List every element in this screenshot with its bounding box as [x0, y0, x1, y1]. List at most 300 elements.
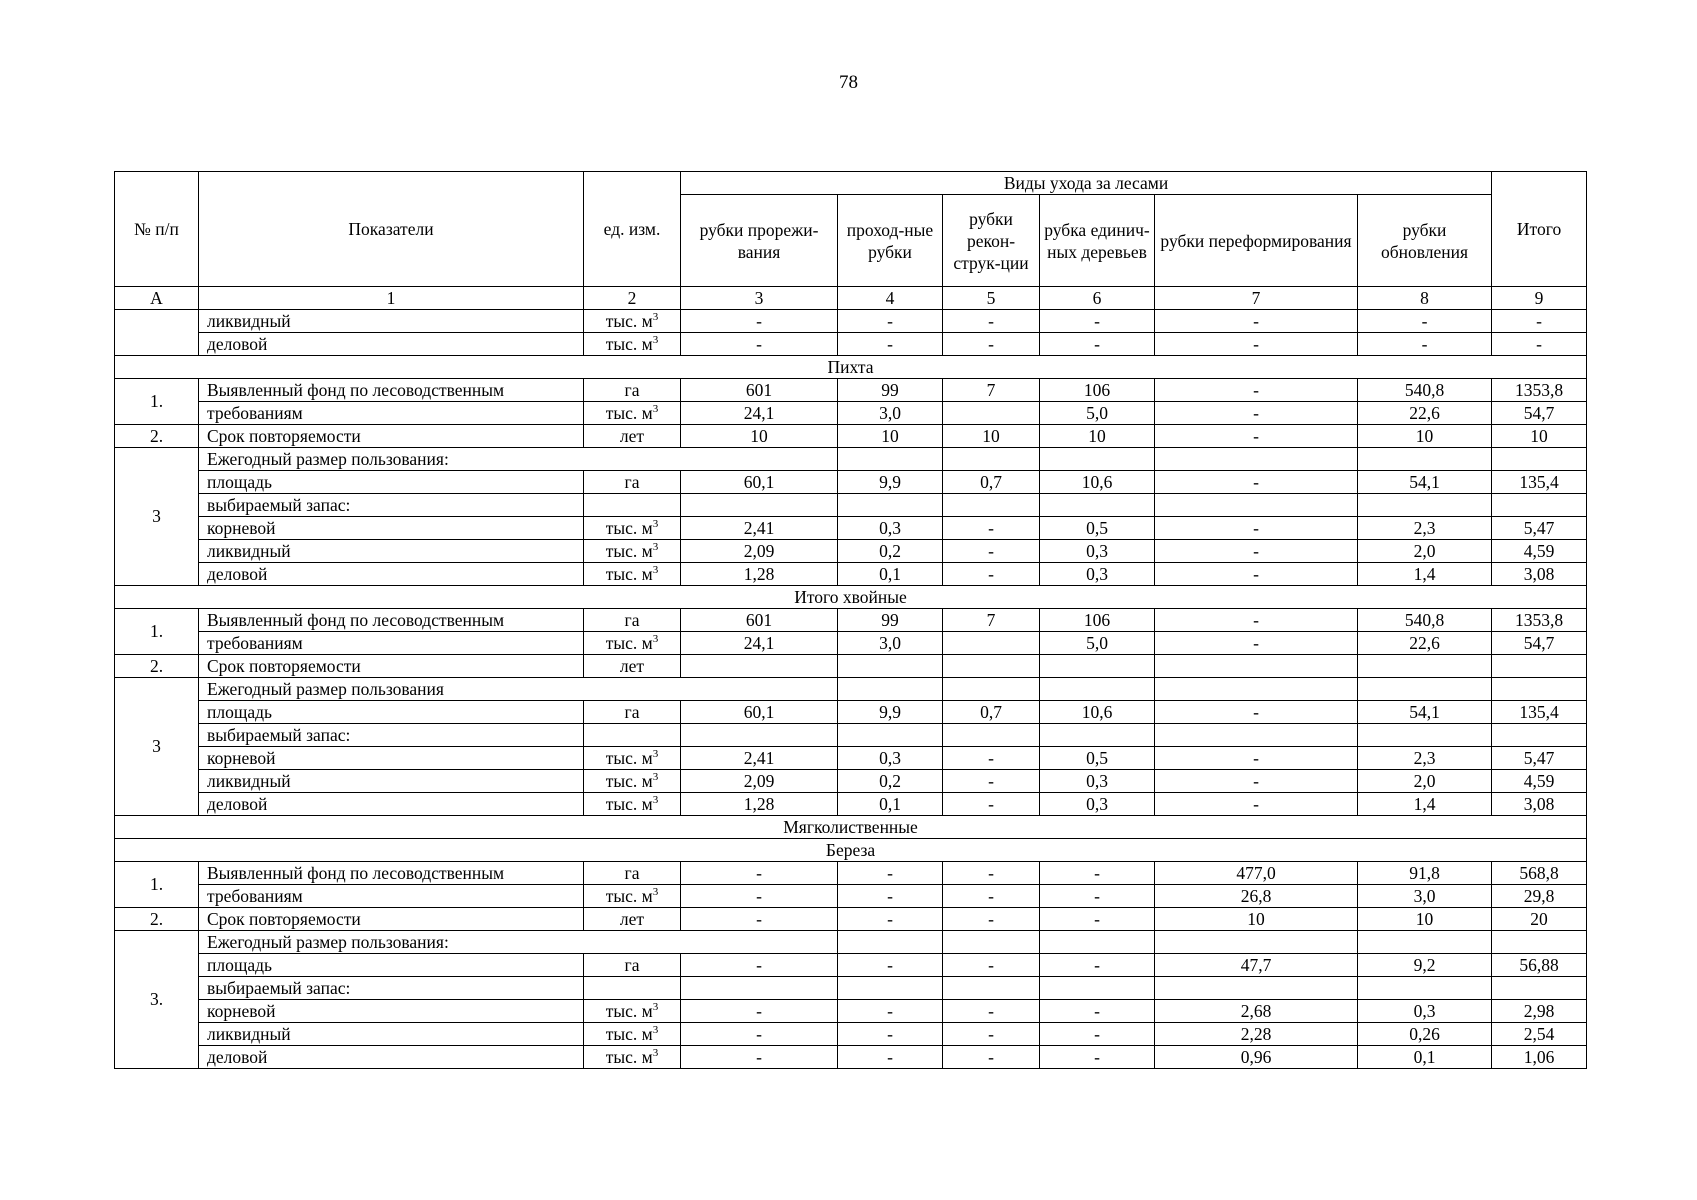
- indicator-label: деловой: [199, 333, 584, 356]
- unit-exponent: 3: [652, 1000, 659, 1013]
- value-cell: 10,6: [1040, 701, 1155, 724]
- row-number: 1.: [115, 609, 199, 655]
- indicator-label: деловой: [199, 1046, 584, 1069]
- value-cell: -: [1155, 747, 1358, 770]
- index-cell: 5: [943, 287, 1040, 310]
- value-cell: 0,2: [838, 770, 943, 793]
- header-number: № п/п: [115, 172, 199, 287]
- table-row: [115, 379, 1587, 402]
- table-row: [115, 724, 1587, 747]
- value-cell: 601: [681, 379, 838, 402]
- value-cell: 99: [838, 609, 943, 632]
- value-cell: [838, 448, 943, 471]
- value-cell: -: [1155, 701, 1358, 724]
- value-cell: 22,6: [1358, 632, 1492, 655]
- index-cell: А: [115, 287, 199, 310]
- unit-text: тыс. м: [605, 402, 653, 423]
- value-cell: 0,3: [1358, 1000, 1492, 1023]
- value-cell: [1358, 724, 1492, 747]
- table-row: [115, 839, 1587, 862]
- indicator-label: Срок повторяемости: [199, 655, 584, 678]
- row-number: 3: [115, 678, 199, 816]
- value-cell: 7: [943, 609, 1040, 632]
- value-cell: [1040, 724, 1155, 747]
- value-cell: [1492, 448, 1587, 471]
- value-cell: 5,0: [1040, 402, 1155, 425]
- indicator-label: корневой: [199, 1000, 584, 1023]
- unit-cell: [584, 1046, 681, 1069]
- value-cell: 4,59: [1492, 540, 1587, 563]
- value-cell: 1,28: [681, 793, 838, 816]
- value-cell: -: [1155, 310, 1358, 333]
- value-cell: 54,1: [1358, 471, 1492, 494]
- unit-cell: га: [584, 471, 681, 494]
- value-cell: 1,06: [1492, 1046, 1587, 1069]
- unit-text: тыс. м: [605, 1023, 653, 1044]
- value-cell: -: [681, 1023, 838, 1046]
- unit-cell: [584, 885, 681, 908]
- indicator-label: площадь: [199, 471, 584, 494]
- table-row: [115, 793, 1587, 816]
- value-cell: 20: [1492, 908, 1587, 931]
- value-cell: [943, 632, 1040, 655]
- value-cell: -: [1040, 1046, 1155, 1069]
- table-row: [115, 678, 1587, 701]
- unit-exponent: 3: [652, 793, 659, 806]
- unit-text: тыс. м: [605, 333, 653, 354]
- value-cell: 0,3: [838, 517, 943, 540]
- value-cell: [681, 494, 838, 517]
- value-cell: 2,0: [1358, 540, 1492, 563]
- value-cell: -: [838, 333, 943, 356]
- value-cell: [943, 724, 1040, 747]
- value-cell: -: [1040, 954, 1155, 977]
- value-cell: -: [681, 908, 838, 931]
- value-cell: [1492, 977, 1587, 1000]
- unit-cell: лет: [584, 908, 681, 931]
- value-cell: [838, 655, 943, 678]
- value-cell: -: [681, 310, 838, 333]
- value-cell: 0,3: [1040, 563, 1155, 586]
- value-cell: [1040, 448, 1155, 471]
- value-cell: -: [1040, 885, 1155, 908]
- value-cell: [1155, 724, 1358, 747]
- value-cell: [1358, 977, 1492, 1000]
- value-cell: [838, 977, 943, 1000]
- value-cell: [681, 655, 838, 678]
- unit-cell: га: [584, 379, 681, 402]
- value-cell: -: [1040, 1023, 1155, 1046]
- unit-cell: [584, 333, 681, 356]
- value-cell: 54,1: [1358, 701, 1492, 724]
- value-cell: [1155, 977, 1358, 1000]
- indicator-label: ликвидный: [199, 540, 584, 563]
- unit-text: тыс. м: [605, 1000, 653, 1021]
- value-cell: 3,0: [1358, 885, 1492, 908]
- table-row: [115, 563, 1587, 586]
- value-cell: -: [943, 862, 1040, 885]
- value-cell: 9,9: [838, 701, 943, 724]
- unit-exponent: 3: [652, 333, 659, 346]
- value-cell: 2,98: [1492, 1000, 1587, 1023]
- value-cell: 99: [838, 379, 943, 402]
- value-cell: 0,2: [838, 540, 943, 563]
- section-heading: Береза: [115, 839, 1587, 862]
- unit-cell: [584, 494, 681, 517]
- unit-exponent: 3: [652, 747, 659, 760]
- value-cell: 10: [1358, 908, 1492, 931]
- indicator-label: Выявленный фонд по лесоводственным: [199, 609, 584, 632]
- row-number: 3: [115, 448, 199, 586]
- unit-exponent: 3: [652, 770, 659, 783]
- value-cell: -: [943, 540, 1040, 563]
- value-cell: -: [1358, 333, 1492, 356]
- value-cell: -: [943, 770, 1040, 793]
- value-cell: -: [838, 310, 943, 333]
- value-cell: [838, 931, 943, 954]
- table-row: [115, 609, 1587, 632]
- value-cell: 106: [1040, 379, 1155, 402]
- unit-cell: [584, 724, 681, 747]
- value-cell: -: [681, 1046, 838, 1069]
- value-cell: -: [1155, 609, 1358, 632]
- value-cell: [1492, 494, 1587, 517]
- value-cell: 2,41: [681, 747, 838, 770]
- value-cell: 10: [943, 425, 1040, 448]
- value-cell: [838, 494, 943, 517]
- value-cell: 0,1: [1358, 1046, 1492, 1069]
- unit-cell: га: [584, 862, 681, 885]
- value-cell: -: [681, 333, 838, 356]
- unit-cell: [584, 632, 681, 655]
- value-cell: [943, 402, 1040, 425]
- value-cell: 1353,8: [1492, 609, 1587, 632]
- value-cell: [943, 678, 1040, 701]
- header-unit: ед. изм.: [584, 172, 681, 287]
- value-cell: 0,5: [1040, 517, 1155, 540]
- value-cell: [1492, 931, 1587, 954]
- value-cell: 0,7: [943, 471, 1040, 494]
- value-cell: [1040, 931, 1155, 954]
- value-cell: 10: [1155, 908, 1358, 931]
- table-row: [115, 471, 1587, 494]
- index-cell: 1: [199, 287, 584, 310]
- value-cell: 1,4: [1358, 793, 1492, 816]
- indicator-label: деловой: [199, 793, 584, 816]
- value-cell: [1492, 655, 1587, 678]
- value-cell: [838, 678, 943, 701]
- indicator-label: Ежегодный размер пользования:: [199, 931, 838, 954]
- table-row: [115, 356, 1587, 379]
- value-cell: 24,1: [681, 402, 838, 425]
- value-cell: 5,47: [1492, 747, 1587, 770]
- unit-cell: [584, 793, 681, 816]
- indicator-label: Ежегодный размер пользования:: [199, 448, 838, 471]
- value-cell: -: [943, 954, 1040, 977]
- value-cell: [681, 724, 838, 747]
- table-row: [115, 310, 1587, 333]
- value-cell: -: [1040, 310, 1155, 333]
- unit-cell: [584, 1000, 681, 1023]
- table-row: [115, 770, 1587, 793]
- unit-exponent: 3: [652, 517, 659, 530]
- value-cell: 0,96: [1155, 1046, 1358, 1069]
- value-cell: -: [943, 908, 1040, 931]
- indicator-label: корневой: [199, 747, 584, 770]
- value-cell: 3,08: [1492, 563, 1587, 586]
- table-row: [115, 494, 1587, 517]
- value-cell: 22,6: [1358, 402, 1492, 425]
- value-cell: 10: [838, 425, 943, 448]
- value-cell: -: [838, 862, 943, 885]
- unit-exponent: 3: [652, 632, 659, 645]
- header-thinning: рубки прорежи-вания: [681, 195, 838, 287]
- value-cell: 2,09: [681, 770, 838, 793]
- value-cell: 5,47: [1492, 517, 1587, 540]
- unit-cell: [584, 310, 681, 333]
- table-row: [115, 885, 1587, 908]
- value-cell: 0,3: [1040, 540, 1155, 563]
- value-cell: -: [838, 908, 943, 931]
- value-cell: 2,41: [681, 517, 838, 540]
- unit-text: тыс. м: [605, 563, 653, 584]
- value-cell: 2,09: [681, 540, 838, 563]
- table-row: [115, 517, 1587, 540]
- value-cell: [1155, 494, 1358, 517]
- value-cell: -: [1040, 908, 1155, 931]
- header-reformation: рубки переформирования: [1155, 195, 1358, 287]
- table-row: [115, 954, 1587, 977]
- value-cell: [1358, 448, 1492, 471]
- indicator-label: выбираемый запас:: [199, 494, 584, 517]
- value-cell: -: [943, 1023, 1040, 1046]
- value-cell: 1,4: [1358, 563, 1492, 586]
- index-cell: 6: [1040, 287, 1155, 310]
- value-cell: 3,0: [838, 632, 943, 655]
- value-cell: 1,28: [681, 563, 838, 586]
- value-cell: [1358, 931, 1492, 954]
- unit-exponent: 3: [652, 1023, 659, 1036]
- table-row: [115, 425, 1587, 448]
- value-cell: [943, 655, 1040, 678]
- value-cell: -: [1155, 425, 1358, 448]
- value-cell: 568,8: [1492, 862, 1587, 885]
- table-row: [115, 333, 1587, 356]
- indicator-label: деловой: [199, 563, 584, 586]
- value-cell: [943, 977, 1040, 1000]
- value-cell: 3,08: [1492, 793, 1587, 816]
- value-cell: 135,4: [1492, 471, 1587, 494]
- value-cell: [943, 494, 1040, 517]
- value-cell: -: [1155, 770, 1358, 793]
- table-row: [115, 1000, 1587, 1023]
- table-row: [115, 632, 1587, 655]
- value-cell: 0,7: [943, 701, 1040, 724]
- header-indicators: Показатели: [199, 172, 584, 287]
- value-cell: -: [1040, 1000, 1155, 1023]
- table-row: [115, 816, 1587, 839]
- indicator-label: требованиям: [199, 402, 584, 425]
- unit-exponent: 3: [652, 310, 659, 323]
- value-cell: -: [681, 862, 838, 885]
- table-row: [115, 908, 1587, 931]
- value-cell: [1155, 931, 1358, 954]
- indicator-label: ликвидный: [199, 1023, 584, 1046]
- value-cell: 24,1: [681, 632, 838, 655]
- indicator-label: Выявленный фонд по лесоводственным: [199, 862, 584, 885]
- value-cell: -: [1492, 333, 1587, 356]
- table-row: [115, 655, 1587, 678]
- value-cell: 2,54: [1492, 1023, 1587, 1046]
- header-care-types: Виды ухода за лесами: [681, 172, 1492, 195]
- value-cell: 2,3: [1358, 517, 1492, 540]
- value-cell: 540,8: [1358, 609, 1492, 632]
- row-number: [115, 310, 199, 356]
- value-cell: 3,0: [838, 402, 943, 425]
- unit-exponent: 3: [652, 1046, 659, 1059]
- table-row: [115, 747, 1587, 770]
- unit-text: тыс. м: [605, 1046, 653, 1067]
- value-cell: -: [943, 310, 1040, 333]
- value-cell: [1358, 494, 1492, 517]
- value-cell: -: [1492, 310, 1587, 333]
- value-cell: [1040, 977, 1155, 1000]
- table-body: [115, 310, 1587, 1069]
- value-cell: [1040, 494, 1155, 517]
- table-row: [115, 862, 1587, 885]
- row-number: 1.: [115, 379, 199, 425]
- header-total: Итого: [1492, 172, 1587, 287]
- table-row: [115, 931, 1587, 954]
- indicator-label: выбираемый запас:: [199, 724, 584, 747]
- unit-text: тыс. м: [605, 310, 653, 331]
- header-renewal: рубки обновления: [1358, 195, 1492, 287]
- value-cell: [1155, 448, 1358, 471]
- index-cell: 3: [681, 287, 838, 310]
- unit-text: тыс. м: [605, 517, 653, 538]
- value-cell: -: [1155, 517, 1358, 540]
- value-cell: 10,6: [1040, 471, 1155, 494]
- value-cell: 7: [943, 379, 1040, 402]
- row-number: 2.: [115, 908, 199, 931]
- value-cell: -: [1040, 333, 1155, 356]
- indicator-label: требованиям: [199, 885, 584, 908]
- table-row: [115, 448, 1587, 471]
- value-cell: [1492, 724, 1587, 747]
- unit-cell: [584, 977, 681, 1000]
- unit-exponent: 3: [652, 563, 659, 576]
- value-cell: [1358, 655, 1492, 678]
- value-cell: 135,4: [1492, 701, 1587, 724]
- unit-exponent: 3: [652, 402, 659, 415]
- indicator-label: ликвидный: [199, 770, 584, 793]
- indicator-label: требованиям: [199, 632, 584, 655]
- indicator-label: корневой: [199, 517, 584, 540]
- value-cell: -: [1155, 632, 1358, 655]
- value-cell: 0,26: [1358, 1023, 1492, 1046]
- value-cell: [681, 977, 838, 1000]
- value-cell: 0,3: [838, 747, 943, 770]
- value-cell: 0,3: [1040, 793, 1155, 816]
- indicator-label: Срок повторяемости: [199, 425, 584, 448]
- value-cell: 54,7: [1492, 632, 1587, 655]
- value-cell: [1040, 655, 1155, 678]
- value-cell: 0,1: [838, 793, 943, 816]
- value-cell: [1155, 678, 1358, 701]
- table-row: [115, 701, 1587, 724]
- value-cell: -: [1155, 471, 1358, 494]
- unit-text: тыс. м: [605, 747, 653, 768]
- header-single-trees: рубка единич-ных деревьев: [1040, 195, 1155, 287]
- table-row: [115, 1046, 1587, 1069]
- value-cell: -: [943, 333, 1040, 356]
- indicator-label: ликвидный: [199, 310, 584, 333]
- value-cell: -: [943, 563, 1040, 586]
- table-row: [115, 1023, 1587, 1046]
- row-number: 1.: [115, 862, 199, 908]
- value-cell: -: [1155, 333, 1358, 356]
- section-heading: Мягколиственные: [115, 816, 1587, 839]
- table-row: [115, 977, 1587, 1000]
- page-number: 78: [839, 72, 858, 93]
- row-number: 2.: [115, 425, 199, 448]
- unit-cell: [584, 1023, 681, 1046]
- indicator-label: Выявленный фонд по лесоводственным: [199, 379, 584, 402]
- value-cell: 5,0: [1040, 632, 1155, 655]
- value-cell: [1155, 655, 1358, 678]
- value-cell: 601: [681, 609, 838, 632]
- unit-cell: [584, 517, 681, 540]
- value-cell: 54,7: [1492, 402, 1587, 425]
- value-cell: 2,3: [1358, 747, 1492, 770]
- forest-care-table: [114, 171, 1587, 1069]
- unit-text: тыс. м: [605, 885, 653, 906]
- row-number: 3.: [115, 931, 199, 1069]
- value-cell: 2,68: [1155, 1000, 1358, 1023]
- value-cell: 0,1: [838, 563, 943, 586]
- value-cell: -: [1155, 379, 1358, 402]
- value-cell: -: [681, 1000, 838, 1023]
- unit-cell: га: [584, 954, 681, 977]
- value-cell: 2,0: [1358, 770, 1492, 793]
- unit-cell: [584, 540, 681, 563]
- value-cell: 0,5: [1040, 747, 1155, 770]
- value-cell: -: [838, 1000, 943, 1023]
- unit-text: тыс. м: [605, 770, 653, 791]
- unit-exponent: 3: [652, 885, 659, 898]
- unit-cell: лет: [584, 655, 681, 678]
- value-cell: 47,7: [1155, 954, 1358, 977]
- value-cell: [838, 724, 943, 747]
- value-cell: -: [943, 885, 1040, 908]
- value-cell: 4,59: [1492, 770, 1587, 793]
- value-cell: 10: [1358, 425, 1492, 448]
- indicator-label: Ежегодный размер пользования: [199, 678, 838, 701]
- value-cell: 106: [1040, 609, 1155, 632]
- unit-cell: га: [584, 701, 681, 724]
- value-cell: 9,2: [1358, 954, 1492, 977]
- indicator-label: площадь: [199, 701, 584, 724]
- header-passage-cutting: проход-ные рубки: [838, 195, 943, 287]
- index-row: [115, 287, 1587, 310]
- value-cell: -: [838, 1046, 943, 1069]
- table-row: [115, 540, 1587, 563]
- unit-text: тыс. м: [605, 540, 653, 561]
- value-cell: 91,8: [1358, 862, 1492, 885]
- value-cell: 2,28: [1155, 1023, 1358, 1046]
- indicator-label: выбираемый запас:: [199, 977, 584, 1000]
- value-cell: 477,0: [1155, 862, 1358, 885]
